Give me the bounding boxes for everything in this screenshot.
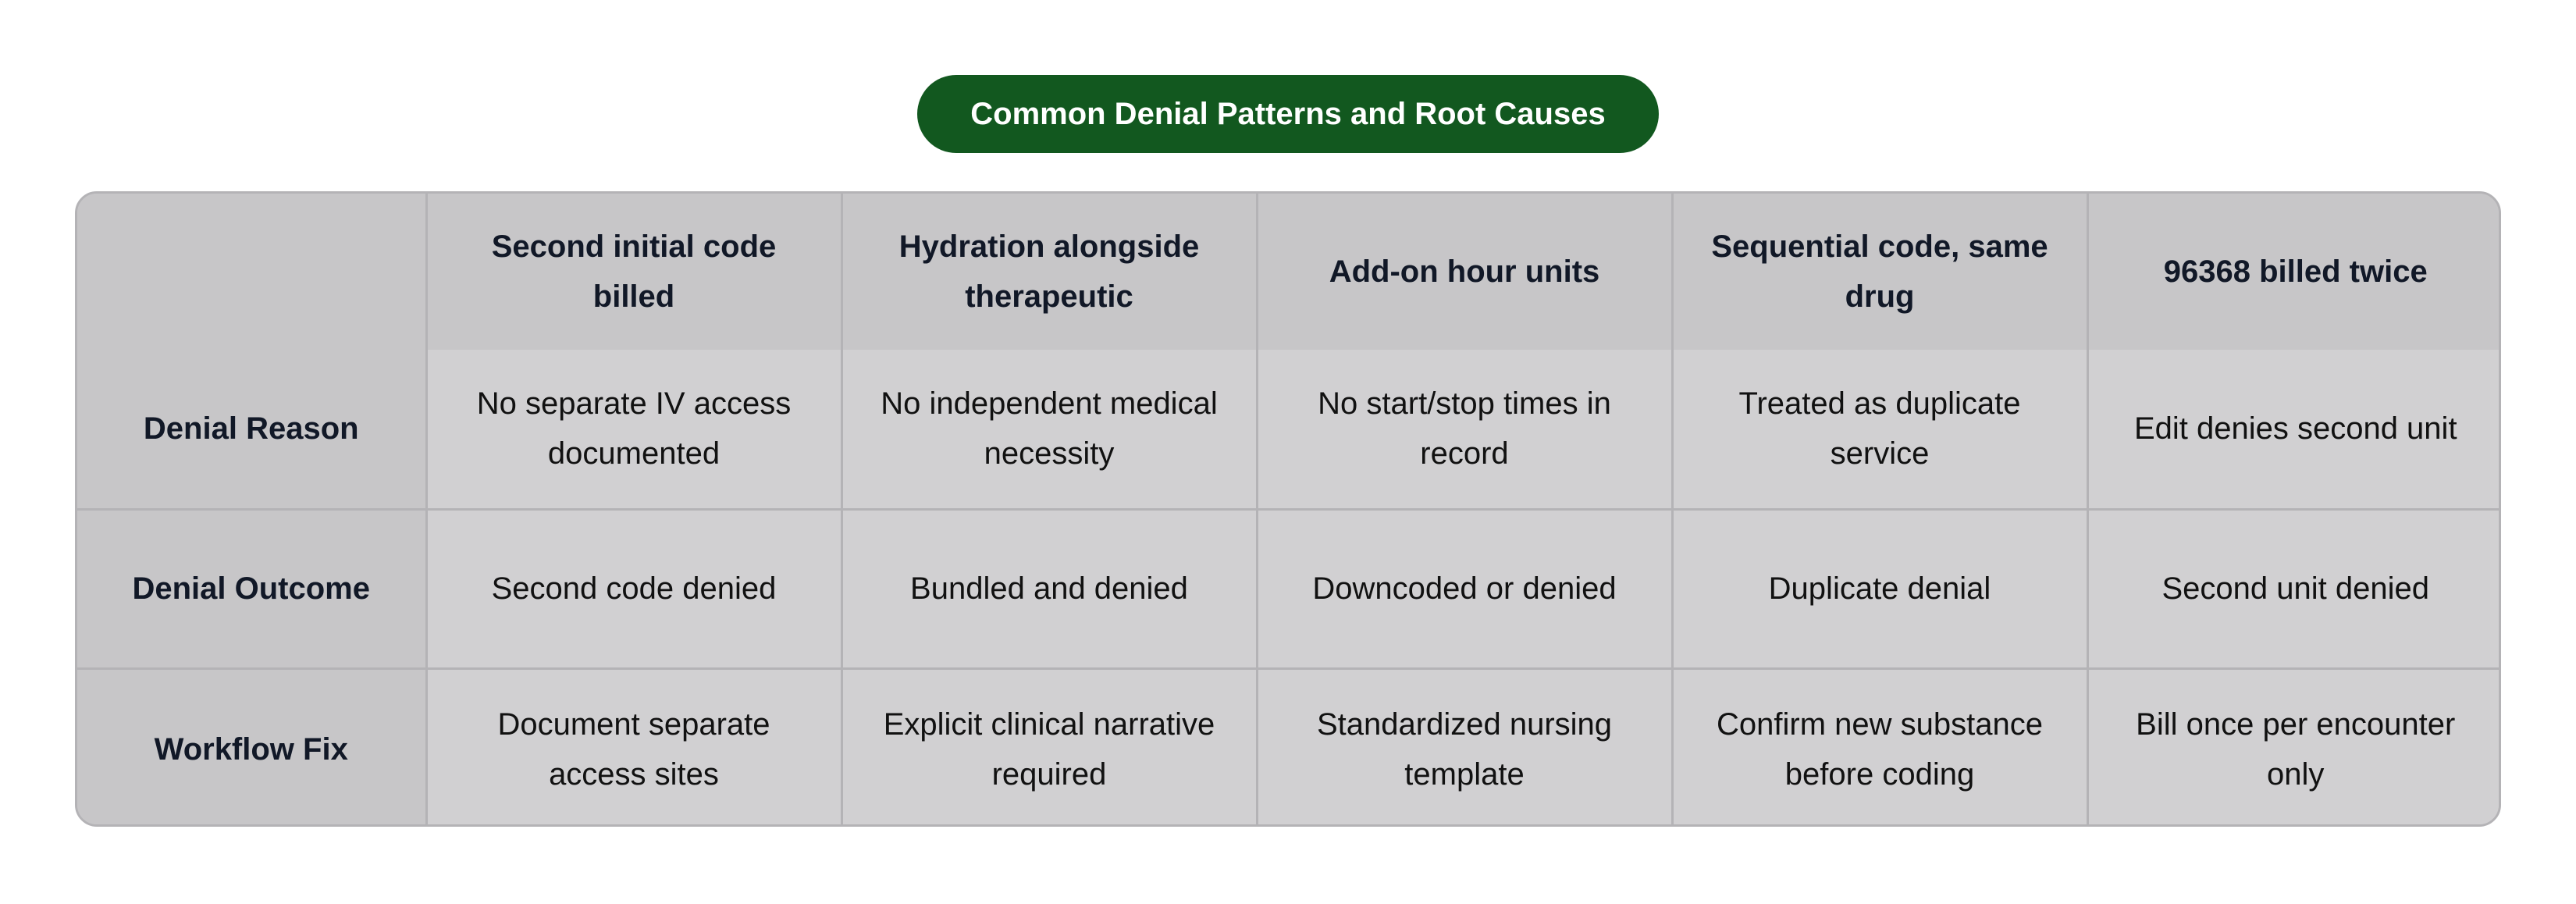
- column-header-hydration: Hydration alongside therapeutic: [841, 194, 1257, 350]
- header-row: [77, 194, 2501, 350]
- table-cell: Duplicate denial: [1672, 509, 2087, 668]
- table-cell: Bill once per encounter only: [2087, 668, 2501, 827]
- table-row-denial-reason: [77, 350, 2501, 509]
- table-cell: Confirm new substance before coding: [1672, 668, 2087, 827]
- row-header-denial-outcome: Denial Outcome: [77, 509, 426, 668]
- table-cell: Document separate access sites: [426, 668, 841, 827]
- table-cell: Bundled and denied: [841, 509, 1257, 668]
- table-cell: Second unit denied: [2087, 509, 2501, 668]
- table-cell: No start/stop times in record: [1257, 350, 1672, 509]
- column-header-sequential-code: Sequential code, same drug: [1672, 194, 2087, 350]
- table-cell: No separate IV access documented: [426, 350, 841, 509]
- table-cell: Standardized nursing template: [1257, 668, 1672, 827]
- table-cell: Downcoded or denied: [1257, 509, 1672, 668]
- table-cell: Treated as duplicate service: [1672, 350, 2087, 509]
- corner-cell: [77, 194, 426, 350]
- table-cell: No independent medical necessity: [841, 350, 1257, 509]
- column-header-96368-billed-twice: 96368 billed twice: [2087, 194, 2501, 350]
- table-row-denial-outcome: [77, 509, 2501, 668]
- table-cell: Explicit clinical narrative required: [841, 668, 1257, 827]
- column-header-second-initial-code: Second initial code billed: [426, 194, 841, 350]
- denial-patterns-table: [75, 191, 2501, 827]
- table-cell: Edit denies second unit: [2087, 350, 2501, 509]
- row-header-workflow-fix: Workflow Fix: [77, 668, 426, 827]
- page-title: Common Denial Patterns and Root Causes: [917, 75, 1659, 153]
- table-row-workflow-fix: [77, 668, 2501, 827]
- table-cell: Second code denied: [426, 509, 841, 668]
- column-header-add-on-hour-units: Add-on hour units: [1257, 194, 1672, 350]
- row-header-denial-reason: Denial Reason: [77, 350, 426, 509]
